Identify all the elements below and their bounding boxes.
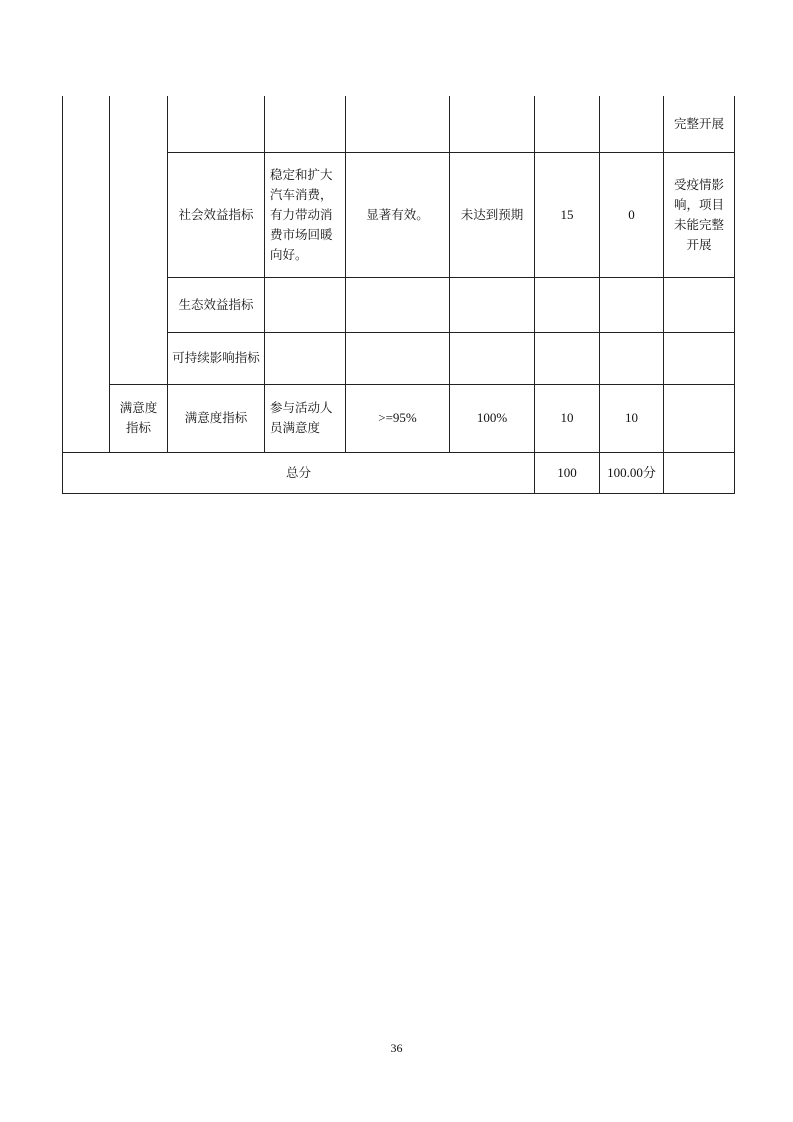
actual-satisfaction: 100% [450,384,535,452]
actual-eco [450,277,535,332]
annual-target-cell-prev [346,96,450,152]
score-sustain [600,332,664,384]
actual-cell-prev [450,96,535,152]
score-eco [600,277,664,332]
performance-evaluation-table [62,96,735,494]
level1-cell [63,96,110,452]
target-satisfaction: 参与活动人员满意度 [265,384,346,452]
weight-satisfaction: 10 [535,384,600,452]
table-row-satisfaction [63,384,735,452]
remark-social: 受疫情影响，项目未能完整开展 [664,152,735,277]
page-number: 36 [390,1041,403,1055]
indicator-sustain: 可持续影响指标 [168,332,265,384]
indicator-cell-prev [168,96,265,152]
total-remark [664,452,735,493]
total-weight: 100 [535,452,600,493]
weight-cell-prev [535,96,600,152]
remark-eco [664,277,735,332]
remark-sustain [664,332,735,384]
table-row-continuation [63,96,735,152]
indicator-social: 社会效益指标 [168,152,265,277]
target-social: 稳定和扩大汽车消费，有力带动消费市场回暖向好。 [265,152,346,277]
table-row-total [63,452,735,493]
total-score: 100.00分 [600,452,664,493]
annual-target-social: 显著有效。 [346,152,450,277]
weight-social: 15 [535,152,600,277]
level2-satisfaction: 满意度指标 [110,384,168,452]
score-social: 0 [600,152,664,277]
actual-sustain [450,332,535,384]
indicator-eco: 生态效益指标 [168,277,265,332]
indicator-satisfaction: 满意度指标 [168,384,265,452]
weight-eco [535,277,600,332]
remark-cell-prev: 完整开展 [664,96,735,152]
remark-satisfaction [664,384,735,452]
target-eco [265,277,346,332]
total-label: 总分 [63,452,535,493]
target-cell-prev [265,96,346,152]
target-sustain [265,332,346,384]
level2-cell-effect [110,96,168,384]
annual-target-eco [346,277,450,332]
actual-social: 未达到预期 [450,152,535,277]
annual-target-sustain [346,332,450,384]
score-cell-prev [600,96,664,152]
weight-sustain [535,332,600,384]
score-satisfaction: 10 [600,384,664,452]
annual-target-satisfaction: >=95% [346,384,450,452]
